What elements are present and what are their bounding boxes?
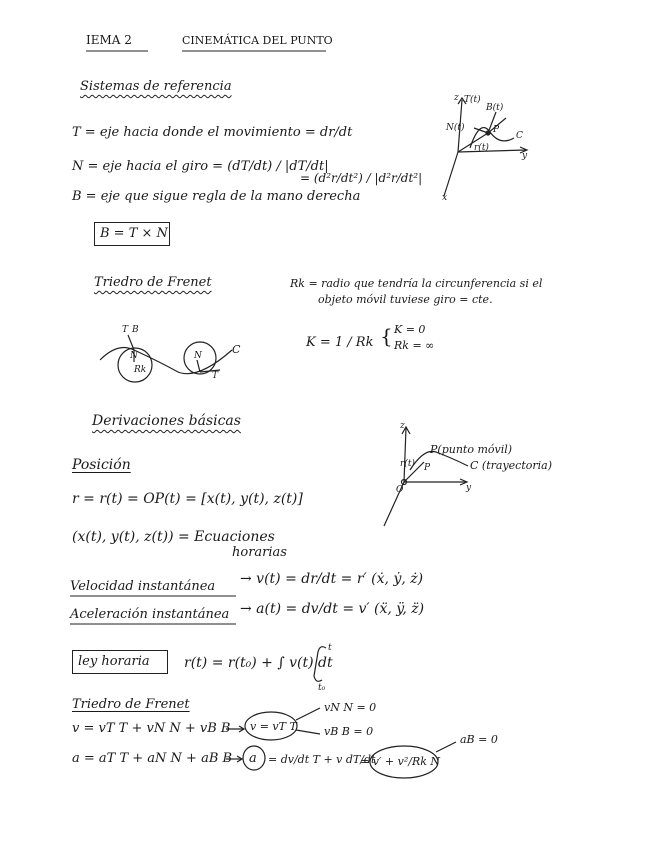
frenet-label-t: T: [122, 325, 129, 335]
velocity-label: Velocidad instantánea: [70, 579, 216, 594]
b-definition: B = eje que sigue regla de la mano derecha: [72, 189, 361, 204]
deriv-label-o: O: [396, 485, 404, 495]
a-final: = v′ + v²/Rk N: [360, 755, 441, 768]
law-lower-limit: t₀: [318, 683, 326, 693]
law-formula: r(t) = r(t₀) + ∫ v(t) dt: [184, 655, 333, 671]
z-axis-2: [404, 428, 406, 482]
ref-label-tt: T(t): [464, 95, 481, 105]
deriv-label-trajectory: C (trayectoria): [470, 459, 552, 472]
k-case-2: Rk = ∞: [394, 339, 435, 352]
arrow-a-note: [436, 742, 456, 752]
arrow-v-note-2: [296, 730, 320, 734]
a-result: a: [249, 751, 257, 766]
ref-label-z: z: [454, 93, 459, 103]
arrow-v-note-1: [296, 708, 320, 720]
k-case-1: K = 0: [394, 323, 426, 336]
a-expansion: = dv/dt T + v dT/dt: [268, 753, 376, 766]
position-heading: Posición: [72, 457, 131, 473]
radius-definition-1: Rk = radio que tendría la circunferencia si el: [290, 277, 543, 290]
derivations-diagram: [384, 427, 468, 526]
ref-label-c: C: [516, 131, 523, 141]
frenet-label-b: B: [132, 325, 139, 335]
frenet-label-n: N: [130, 351, 138, 361]
a-note: aB = 0: [460, 733, 498, 746]
page-title: CINEMÁTICA DEL PUNTO: [182, 34, 333, 47]
reference-heading: Sistemas de referencia: [80, 79, 232, 94]
law-upper-limit: t: [328, 643, 332, 653]
frenet-label-n2: N: [194, 351, 202, 361]
frenet-label-t2: T: [212, 371, 219, 381]
v-note-2: vB B = 0: [324, 725, 374, 738]
frenet-label-c: C: [232, 343, 241, 356]
v-decomposition: v = vT T + vN N + vB B: [72, 721, 231, 736]
hourly-equations: (x(t), y(t), z(t)) = Ecuaciones: [72, 529, 275, 545]
n-definition-b: = (d²r/dt²) / |d²r/dt²|: [300, 171, 423, 185]
ref-label-y: y: [522, 151, 528, 161]
deriv-label-p: P: [424, 463, 431, 473]
frenet-label-rk: Rk: [134, 365, 147, 375]
deriv-label-rt: r(t): [400, 459, 415, 469]
accel-label: Aceleración instantánea: [70, 607, 230, 622]
n-definition-a: N = eje hacia el giro = (dT/dt) / |dT/dt|: [72, 159, 329, 174]
accel-formula: → a(t) = dv/dt = v′ (ẍ, ÿ, z̈): [240, 601, 425, 617]
x-axis: [444, 152, 458, 196]
deriv-label-y: y: [466, 483, 472, 493]
derivations-heading: Derivaciones básicas: [92, 413, 241, 429]
frenet-heading: Triedro de Frenet: [94, 275, 212, 290]
frenet-curve: [100, 348, 232, 374]
deriv-label-z: z: [400, 421, 405, 431]
frenet-normal-2: [197, 360, 200, 372]
v-result: v = vT T: [250, 720, 297, 733]
velocity-formula: → v(t) = dr/dt = r′ (ẋ, ẏ, ż): [240, 571, 424, 587]
ref-label-p: P: [493, 125, 500, 135]
point-p: [486, 131, 490, 135]
ref-label-nt: N(t): [446, 123, 465, 133]
a-decomposition: a = aT T + aN N + aB B: [72, 751, 233, 766]
topic-label: IEMA 2: [86, 33, 132, 47]
k-formula: K = 1 / Rk: [306, 335, 374, 350]
y-axis: [458, 150, 526, 152]
radius-definition-2: objeto móvil tuviese giro = cte.: [318, 293, 493, 306]
v-note-1: vN N = 0: [324, 701, 377, 714]
position-formula: r = r(t) = OP(t) = [x(t), y(t), z(t)]: [72, 491, 303, 507]
t-definition: T = eje hacia donde el movimiento = dr/dt: [72, 125, 353, 140]
deriv-label-p-moving: P(punto móvil): [430, 443, 513, 456]
law-label: ley horaria: [78, 654, 150, 669]
triedro-heading: Triedro de Frenet: [72, 697, 190, 712]
hourly-equations-2: horarias: [232, 545, 287, 560]
ref-label-bt: B(t): [486, 103, 504, 113]
k-cases-brace: {: [380, 324, 393, 348]
ref-label-rt: r(t): [474, 143, 489, 153]
b-formula: B = T × N: [100, 226, 168, 241]
ref-label-x: x: [442, 193, 448, 203]
